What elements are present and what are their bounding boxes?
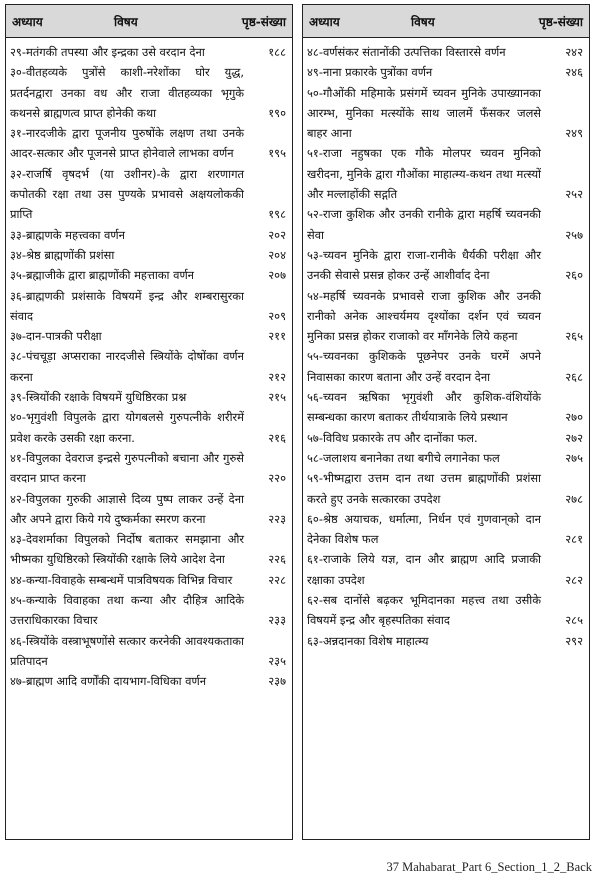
entry-page-number: २८१ (565, 532, 583, 547)
entry-title: ४०-भृगुवंशी विपुलके द्वारा योगबलसे गुरुपत्नीके शरीरमें प्रवेश करके उसकी रक्षा करना. (10, 410, 244, 445)
entry-title: ५२-राजा कुशिक और उनकी रानीके द्वारा महर्षि च्यवनकी सेवा (307, 207, 541, 242)
toc-entry (307, 509, 585, 550)
table-header (303, 5, 589, 38)
entry-title: ३३-ब्राह्मणके महत्त्वका वर्णन (10, 227, 125, 242)
entry-title: ५६-च्यवन ऋषिका भृगुवंशी और कुशिक-वंशियोंके सम्बन्धका कारण बताकर तीर्थयात्राके लिये प्रस्थान (307, 390, 541, 425)
entry-page-number: २७८ (565, 491, 583, 506)
entry-title: ३२-राजर्षि वृषदर्भ (या उशीनर)-के द्वारा शरणागत कपोतकी रक्षा तथा उस पुण्यके प्रभावसे अक्षयलोककी प्राप्ति (10, 166, 244, 222)
entry-title: ४२-विपुलका गुरुकी आज्ञासे दिव्य पुष्प लाकर उन्हें देना और अपने द्वारा किये गये दुष्कर्मका स्मरण करना (10, 491, 244, 526)
toc-entry (10, 123, 288, 164)
entry-title: २९-मतंगकी तपस्या और इन्द्रका उसे वरदान देना (10, 45, 205, 59)
entry-title: ५४-महर्षि च्यवनके प्रभावसे राजा कुशिक और उनकी रानीको अनेक आश्चर्यमय दृश्योंका दर्शन एवं च्यवन मुनिका प्रसन्न होकर राजाको वर माँगनेके लिये कहना (307, 288, 541, 344)
entry-page-number: २६८ (565, 369, 583, 384)
entry-page-number: २०२ (268, 227, 286, 242)
table-header (6, 5, 292, 38)
entry-title: ४८-वर्णसंकर संतानोंकी उत्पत्तिका विस्तारसे वर्णन (307, 45, 506, 59)
toc-entry (307, 387, 585, 428)
entry-title: ५८-जलाशय बनानेका तथा बगीचे लगानेका फल (307, 450, 500, 465)
toc-column-left (5, 4, 293, 840)
toc-entries-right (303, 38, 589, 651)
toc-entry (307, 468, 585, 509)
header-prishth: पृष्ठ-संख्या (538, 15, 583, 29)
toc-entry (10, 265, 288, 285)
entry-page-number: २३३ (268, 613, 286, 628)
entry-page-number: २४२ (565, 45, 583, 59)
entry-title: ४१-विपुलका देवराज इन्द्रसे गुरुपत्नीको बचाना और गुरुसे वरदान प्राप्त करना (10, 450, 244, 486)
entry-page-number: २२६ (268, 552, 286, 567)
toc-entry (307, 448, 585, 468)
entry-page-number: २५२ (565, 187, 583, 202)
entry-title: ४९-नाना प्रकारके पुत्रोंका वर्णन (307, 65, 433, 80)
toc-entry (10, 326, 288, 346)
entry-page-number: २१५ (268, 390, 286, 405)
entry-page-number: २१२ (268, 369, 286, 384)
entry-page-number: २११ (268, 329, 286, 344)
toc-entry (10, 529, 288, 570)
entry-page-number: २२८ (268, 572, 286, 587)
toc-entry (10, 631, 288, 672)
toc-entry (307, 42, 585, 62)
toc-entry (307, 631, 585, 651)
entry-page-number: २७५ (565, 450, 583, 465)
entry-title: ३५-ब्रह्माजीके द्वारा ब्राह्मणोंकी महत्ताका वर्णन (10, 268, 195, 283)
entry-page-number: २२० (268, 471, 286, 486)
entry-page-number: २८५ (565, 613, 583, 628)
entry-page-number: १९५ (268, 146, 286, 161)
entry-page-number: २७० (565, 410, 583, 425)
entry-title: ४५-कन्याके विवाहका तथा कन्या और दौहित्र आदिके उत्तराधिकारका विचार (10, 593, 244, 628)
toc-entry (10, 42, 288, 62)
toc-entry (307, 83, 585, 144)
entry-page-number: २०४ (268, 247, 286, 262)
header-adhyay: अध्याय (309, 15, 340, 29)
toc-entry (10, 286, 288, 327)
toc-entry (307, 428, 585, 448)
entry-title: ३९-स्त्रियोंकी रक्षाके विषयमें युधिष्ठिरका प्रश्न (10, 390, 187, 405)
entry-title: ३४-श्रेष्ठ ब्राह्मणोंकी प्रशंसा (10, 247, 115, 262)
entry-title: ५०-गौओंकी महिमाके प्रसंगमें च्यवन मुनिके उपाख्यानका आरम्भ, मुनिका मत्स्योंके साथ जालमें फँसकर जलसे बाहर आना (307, 85, 541, 141)
entry-page-number: २४६ (565, 65, 583, 80)
toc-entry (10, 164, 288, 225)
entry-title: ६३-अन्नदानका विशेष माहात्म्य (307, 633, 429, 648)
entry-title: ३१-नारदजीके द्वारा पूजनीय पुरुषोंके लक्षण तथा उनके आदर-सत्कार और पूजनसे प्राप्त होनेवाले लाभका वर्णन (10, 126, 244, 161)
entry-title: ४४-कन्या-विवाहके सम्बन्धमें पात्रविषयक विभिन्न विचार (10, 572, 233, 587)
entry-title: ५९-भीष्मद्वारा उत्तम दान तथा उत्तम ब्राह्मणोंकी प्रशंसा करते हुए उनके सत्कारका उपदेश (307, 471, 541, 506)
toc-entry (10, 387, 288, 407)
entry-title: ५७-विविध प्रकारके तप और दानोंका फल. (307, 430, 478, 445)
header-adhyay: अध्याय (12, 15, 43, 29)
entry-page-number: २३५ (268, 653, 286, 668)
toc-entry (307, 346, 585, 387)
entry-title: ४३-देवशर्माका विपुलको निर्दोष बताकर समझाना और भीष्मका युधिष्ठिरको स्त्रियोंकी रक्षाके लिये आदेश देना (10, 532, 244, 567)
toc-entry (307, 143, 585, 204)
entry-page-number: २६० (565, 268, 583, 283)
toc-page (5, 4, 595, 840)
entry-page-number: २३७ (268, 674, 286, 689)
header-vishay: विषय (114, 15, 138, 29)
file-label: 37 Mahabarat_Part 6_Section_1_2_Back (386, 860, 592, 874)
entry-page-number: २१६ (268, 430, 286, 445)
header-vishay: विषय (411, 15, 435, 29)
entry-page-number: २५७ (565, 227, 583, 242)
entry-title: ६१-राजाके लिये यज्ञ, दान और ब्राह्मण आदि प्रजाकी रक्षाका उपदेश (307, 552, 541, 587)
entry-page-number: २२३ (268, 511, 286, 526)
toc-entry (10, 590, 288, 631)
header-prishth: पृष्ठ-संख्या (241, 15, 286, 29)
toc-entry (307, 204, 585, 245)
entry-page-number: २४९ (565, 126, 583, 141)
entry-title: ५३-च्यवन मुनिके द्वारा राजा-रानीके धैर्यकी परीक्षा और उनकी सेवासे प्रसन्न होकर उन्हें आशीर्वाद देना (307, 247, 541, 283)
entry-page-number: २०९ (268, 308, 286, 323)
toc-entry (10, 245, 288, 265)
entry-page-number: २८२ (565, 572, 583, 587)
toc-entry (307, 549, 585, 590)
toc-entries-left (6, 38, 292, 692)
toc-entry (10, 62, 288, 123)
entry-page-number: २०७ (268, 268, 286, 283)
toc-entry (10, 346, 288, 387)
toc-entry (10, 407, 288, 448)
entry-title: ३६-ब्राह्मणकी प्रशंसाके विषयमें इन्द्र और शम्बरासुरका संवाद (10, 288, 244, 323)
entry-page-number: १८८ (268, 45, 286, 59)
toc-column-right (302, 4, 590, 840)
entry-page-number: १९० (268, 105, 286, 120)
toc-entry (10, 448, 288, 489)
toc-entry (10, 671, 288, 691)
entry-title: ३०-वीतहव्यके पुत्रोंसे काशी-नरेशोंका घोर युद्ध, प्रतर्दनद्वारा उनका वध और राजा वीतहव्यका भृगुके कथनसे ब्राह्मणत्व प्राप्त होनेकी कथा (10, 65, 244, 120)
toc-entry (307, 286, 585, 347)
entry-page-number: २६५ (565, 329, 583, 344)
entry-title: ६०-श्रेष्ठ अयाचक, धर्मात्मा, निर्धन एवं गुणवान्‌को दान देनेका विशेष फल (307, 511, 541, 547)
entry-title: ४६-स्त्रियोंके वस्त्राभूषणोंसे सत्कार करनेकी आवश्यकताका प्रतिपादन (10, 633, 244, 668)
entry-title: ४७-ब्राह्मण आदि वर्णोंकी दायभाग-विधिका वर्णन (10, 674, 207, 689)
toc-entry (10, 225, 288, 245)
entry-title: ५१-राजा नहुषका एक गौके मोलपर च्यवन मुनिको खरीदना, मुनिके द्वारा गौओंका माहात्म्य-कथन तथा मत्स्यों और मल्लाहोंकी सद्गति (307, 146, 541, 202)
entry-title: ३७-दान-पात्रकी परीक्षा (10, 329, 102, 344)
toc-entry (10, 570, 288, 590)
entry-title: ६२-सब दानोंसे बढ़कर भूमिदानका महत्त्व तथा उसीके विषयमें इन्द्र और बृहस्पतिका संवाद (307, 593, 541, 628)
entry-page-number: २९२ (565, 633, 583, 648)
entry-page-number: २७२ (565, 430, 583, 445)
entry-title: ५५-च्यवनका कुशिकके पूछनेपर उनके घरमें अपने निवासका कारण बताना और उन्हें वरदान देना (307, 349, 541, 384)
toc-entry (307, 590, 585, 631)
toc-entry (10, 489, 288, 530)
toc-entry (307, 245, 585, 286)
entry-page-number: १९८ (268, 207, 286, 222)
entry-title: ३८-पंचचूड़ा अप्सराका नारदजीसे स्त्रियोंके दोषोंका वर्णन करना (10, 349, 244, 384)
toc-entry (307, 62, 585, 82)
